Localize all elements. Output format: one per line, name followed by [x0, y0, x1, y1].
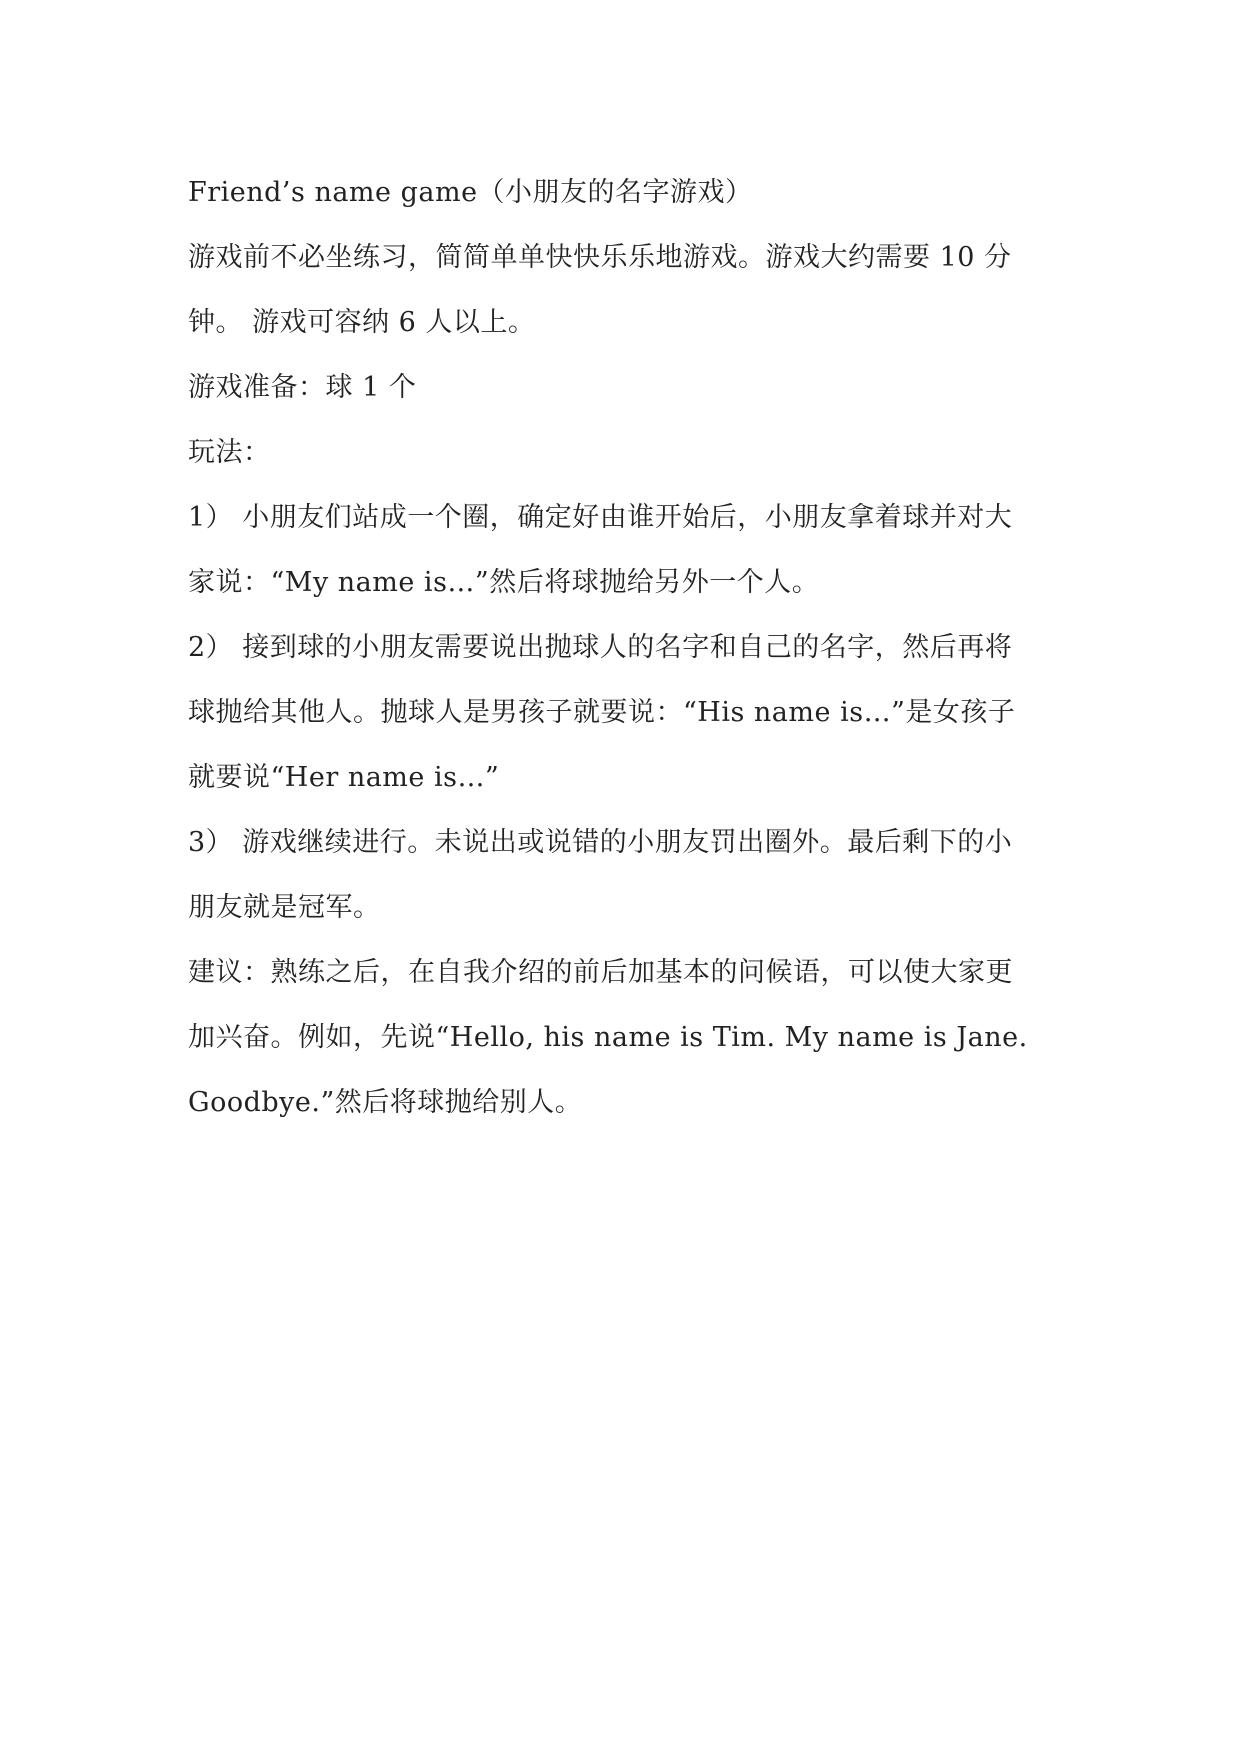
intro-line-2: 钟。 游戏可容纳 6 人以上。 — [188, 307, 536, 338]
suggestion-line-1: 建议：熟练之后，在自我介绍的前后加基本的问候语，可以使大家更 — [188, 957, 1013, 988]
step-2-line-2: 球抛给其他人。抛球人是男孩子就要说：“His name is…”是女孩子 — [188, 697, 1016, 728]
step-2-line-1: 2） 接到球的小朋友需要说出抛球人的名字和自己的名字，然后再将 — [188, 632, 1013, 663]
suggestion-line-2: 加兴奋。例如，先说“Hello, his name is Tim. My name is Jane. — [188, 1022, 1028, 1053]
step-3-line-2: 朋友就是冠军。 — [188, 892, 381, 923]
step-2-line-3: 就要说“Her name is…” — [188, 762, 500, 793]
document-title: Friend’s name game（小朋友的名字游戏） — [188, 177, 753, 208]
step-1-line-1: 1） 小朋友们站成一个圈，确定好由谁开始后，小朋友拿着球并对大 — [188, 502, 1013, 533]
document-body — [188, 160, 1068, 1135]
step-3-line-1: 3） 游戏继续进行。未说出或说错的小朋友罚出圈外。最后剩下的小 — [188, 827, 1013, 858]
suggestion-line-3: Goodbye.”然后将球抛给别人。 — [188, 1087, 583, 1118]
step-1-line-2: 家说：“My name is…”然后将球抛给另外一个人。 — [188, 567, 820, 598]
preparation-line: 游戏准备：球 1 个 — [188, 372, 417, 403]
intro-line-1: 游戏前不必坐练习，简简单单快快乐乐地游戏。游戏大约需要 10 分 — [188, 242, 1012, 273]
how-to-play-heading: 玩法： — [188, 437, 271, 468]
